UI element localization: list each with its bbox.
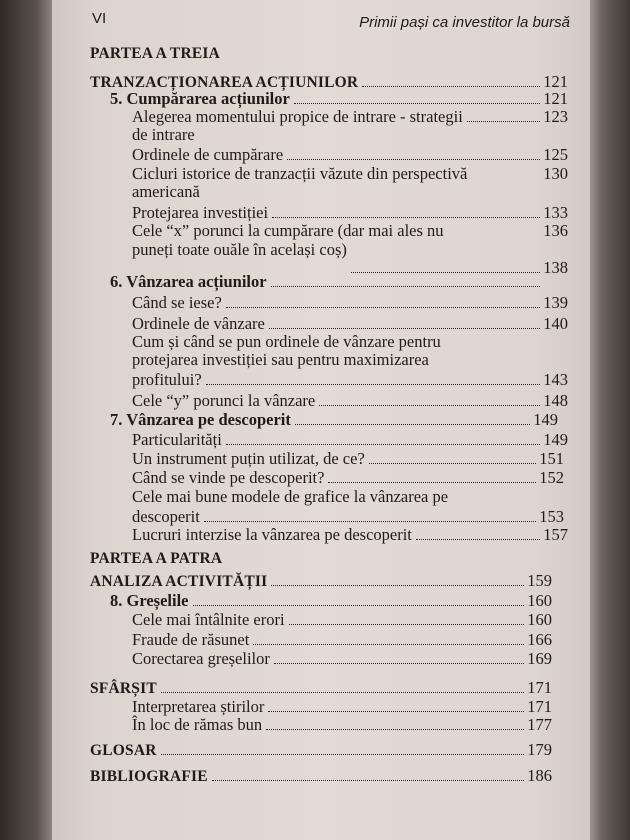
dot-leader (206, 384, 541, 385)
entry-text: Ordinele de cumpărare (132, 145, 284, 164)
entry-text: Interpretarea știrilor (132, 697, 265, 716)
entry-text: Cele mai bune modele de grafice la vânzarea pe (132, 487, 449, 506)
dot-leader (268, 711, 524, 712)
entry-text: Cele “y” porunci la vânzare (132, 391, 316, 410)
page-ref: 177 (527, 715, 552, 734)
page-ref: 151 (539, 449, 564, 468)
page-ref: 159 (527, 571, 552, 590)
entry-text-continued: profitului? (132, 370, 202, 389)
entry-text: Fraude de răsunet (132, 630, 250, 649)
page-ref: 157 (543, 525, 568, 544)
dot-leader (416, 539, 540, 540)
toc-entry (132, 293, 568, 313)
entry-text: Un instrument puțin utilizat, de ce? (132, 449, 365, 468)
dot-leader (295, 424, 530, 425)
toc-entry (132, 370, 568, 390)
toc-entry-sfarsit (90, 678, 552, 699)
dot-leader (328, 482, 536, 483)
dot-leader (161, 692, 524, 693)
entry-text: Protejarea investiției (132, 203, 269, 222)
page-ref: 186 (527, 766, 552, 785)
page-ref: 133 (543, 203, 568, 222)
part-3-label: PARTEA A TREIA (90, 45, 221, 62)
page-ref: 171 (527, 678, 552, 697)
page-ref: 149 (543, 430, 568, 449)
entry-text-continued: protejarea investiției sau pentru maximizarea (132, 350, 429, 369)
chapter-8-title: 8. Greșelile (110, 591, 189, 610)
toc-entry (132, 715, 552, 735)
entry-text: Lucruri interzise la vânzarea pe descoperit (132, 525, 412, 544)
dot-leader (226, 307, 540, 308)
page-ref: 171 (527, 697, 552, 716)
dot-leader (212, 780, 524, 781)
toc-entry (132, 314, 568, 334)
dot-leader (271, 286, 541, 287)
dot-leader (269, 328, 540, 329)
glosar-title: GLOSAR (90, 742, 157, 759)
dot-leader (204, 196, 540, 197)
entry-text: În loc de rămas bun (132, 715, 263, 734)
entry-text-continued: americană (132, 182, 200, 201)
part-4-label: PARTEA A PATRA (90, 550, 223, 567)
page-ref: 152 (539, 468, 564, 487)
page-ref: 166 (527, 630, 552, 649)
entry-text: Corectarea greșelilor (132, 649, 270, 668)
toc-entry (132, 630, 552, 650)
dot-leader (467, 121, 540, 122)
chapter-6-title: 6. Vânzarea acțiunilor (110, 272, 267, 291)
page-ref: 136 (543, 221, 568, 240)
dot-leader (362, 86, 540, 87)
page-ref: 148 (543, 391, 568, 410)
entry-text-continued: puneți toate ouăle în același coș) (132, 240, 347, 259)
dot-leader (266, 729, 524, 730)
part-4-title: ANALIZA ACTIVITĂȚII (90, 573, 268, 590)
toc-entry-chapter-8 (110, 591, 552, 611)
dot-leader (204, 521, 536, 522)
toc-entry (132, 610, 552, 630)
toc-entry-chapter-7 (110, 410, 558, 430)
toc-entry (132, 203, 568, 223)
toc-entry (132, 507, 564, 527)
page-ref: 125 (543, 145, 568, 164)
dot-leader (448, 235, 541, 236)
toc-entry (132, 468, 564, 488)
chapter-5-title: 5. Cumpărarea acțiunilor (110, 89, 290, 108)
dot-leader (226, 444, 540, 445)
entry-text: Cele mai întâlnite erori (132, 610, 285, 629)
entry-text: Alegerea momentului propice de intrare - strategii (132, 107, 463, 126)
entry-text: Cele “x” porunci la cumpărare (dar mai ales nu (132, 221, 444, 240)
toc-entry (132, 449, 564, 469)
toc-entry (132, 107, 568, 127)
entry-text: Cicluri istorice de tranzacții văzute din perspectivă (132, 164, 468, 183)
page-ref: 140 (543, 314, 568, 333)
book-spine-shadow (0, 0, 52, 840)
book-page (52, 0, 590, 840)
sfarsit-title: SFÂRȘIT (90, 680, 157, 697)
toc-entry-part-4 (90, 571, 552, 592)
toc-entry (132, 430, 568, 450)
running-head: Primii pași ca investitor la bursă (359, 14, 570, 31)
page-number: VI (92, 10, 107, 27)
bibliografie-title: BIBLIOGRAFIE (90, 768, 208, 785)
page-ref: 149 (533, 410, 558, 429)
page-ref: 138 (543, 258, 568, 277)
entry-text: Particularități (132, 430, 222, 449)
dot-leader (274, 663, 524, 664)
dot-leader (161, 754, 525, 755)
toc-entry-glosar (90, 740, 552, 761)
part-3-title: TRANZACȚIONAREA ACȚIUNILOR (90, 74, 359, 91)
page-ref: 121 (543, 89, 568, 108)
toc-entry-bibliografie (90, 766, 552, 787)
toc-entry (132, 649, 552, 669)
toc-entry (132, 145, 568, 165)
page-ref: 179 (527, 740, 552, 759)
dot-leader (289, 624, 525, 625)
page-ref: 160 (527, 591, 552, 610)
page-ref: 160 (527, 610, 552, 629)
toc-entry-chapter-5 (110, 89, 568, 109)
page-ref: 139 (543, 293, 568, 312)
dot-leader (253, 644, 524, 645)
page-ref: 169 (527, 649, 552, 668)
entry-text: Când se iese? (132, 293, 222, 312)
dot-leader (294, 103, 540, 104)
page-ref: 130 (543, 164, 568, 183)
page-ref: 153 (539, 507, 564, 526)
page-ref: 123 (543, 107, 568, 126)
page-ref: 143 (543, 370, 568, 389)
dot-leader (287, 159, 540, 160)
toc-entry-chapter-6 (110, 272, 568, 292)
toc-entry (132, 391, 568, 411)
entry-text-continued: de intrare (132, 125, 195, 144)
toc-entry (132, 525, 568, 545)
page-ref: 121 (543, 72, 568, 91)
entry-text: Când se vinde pe descoperit? (132, 468, 325, 487)
dot-leader (271, 585, 524, 586)
toc-entry (132, 697, 552, 717)
toc-entry (132, 221, 568, 241)
entry-text: Ordinele de vânzare (132, 314, 265, 333)
entry-text: Cum și când se pun ordinele de vânzare pentru (132, 332, 441, 351)
dot-leader (369, 463, 536, 464)
dot-leader (193, 605, 525, 606)
background-edge (590, 0, 630, 840)
dot-leader (319, 405, 540, 406)
dot-leader (272, 217, 540, 218)
chapter-7-title: 7. Vânzarea pe descoperit (110, 410, 291, 429)
entry-text-continued: descoperit (132, 507, 200, 526)
